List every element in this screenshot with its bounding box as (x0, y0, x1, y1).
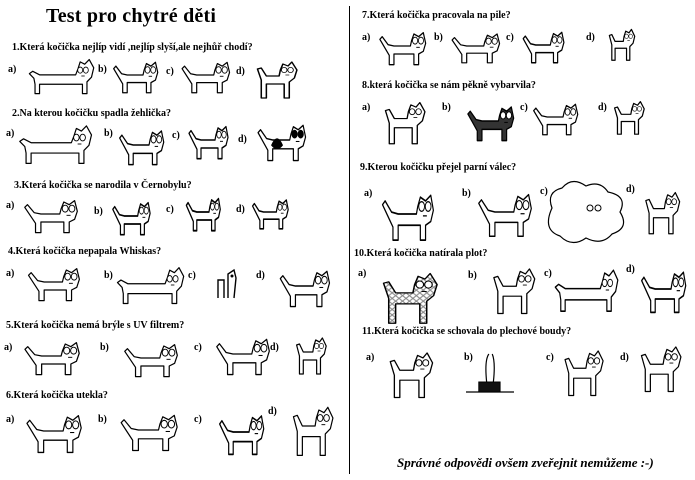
question-7-option-c-label: c) (506, 32, 514, 43)
question-11-option-c-cat-drawing (554, 346, 608, 398)
question-7-option-d-cat-drawing (602, 26, 638, 62)
question-6-option-c-cat-drawing (214, 408, 266, 456)
question-1-option-c-cat-drawing (176, 56, 232, 94)
question-4-option-a-label: a) (6, 268, 15, 279)
question-5-option-a-cat-drawing (18, 336, 82, 376)
question-1-option-d-cat-drawing (246, 58, 302, 100)
question-1-text: 1.Která kočička nejlíp vidí ,nejlíp slyší,ale nejhůř chodí? (12, 42, 253, 53)
question-2-option-b-label: b) (104, 128, 113, 139)
question-5-option-b-label: b) (100, 342, 109, 353)
question-2-text: 2.Na kterou kočičku spadla žehlička? (12, 108, 171, 119)
question-10-option-d-label: d) (626, 264, 635, 275)
question-3-option-d-cat-drawing (248, 194, 290, 230)
question-2-option-d-label: d) (238, 134, 247, 145)
question-1-option-b-cat-drawing (108, 56, 160, 94)
question-4-option-d-label: d) (256, 270, 265, 281)
question-2-option-c-label: c) (172, 130, 180, 141)
question-10-text: 10.Která kočička natírala plot? (354, 248, 488, 259)
question-7-option-b-cat-drawing (446, 28, 502, 64)
question-4-option-a-cat-drawing (22, 262, 82, 302)
question-6-option-c-label: c) (194, 414, 202, 425)
question-1-option-b-label: b) (98, 64, 107, 75)
question-6-option-d-cat-drawing (282, 402, 338, 458)
question-3-option-a-cat-drawing (18, 194, 80, 234)
question-6-option-d-label: d) (268, 406, 277, 417)
question-11-option-b-cat-drawing (462, 350, 518, 398)
question-10-option-c-cat-drawing (552, 266, 620, 314)
question-10-option-b-label: b) (468, 270, 477, 281)
question-8-option-d-label: d) (598, 102, 607, 113)
question-9-option-b-cat-drawing (472, 186, 534, 238)
question-2-option-c-cat-drawing (184, 120, 230, 160)
question-5-option-c-cat-drawing (210, 332, 272, 376)
question-6-option-a-cat-drawing (20, 408, 84, 454)
question-2-option-b-cat-drawing (114, 124, 166, 166)
question-5-option-a-label: a) (4, 342, 13, 353)
question-5-option-d-cat-drawing (288, 334, 330, 376)
question-6-option-b-cat-drawing (114, 408, 180, 452)
question-7-option-b-label: b) (434, 32, 443, 43)
question-9-option-a-cat-drawing (376, 186, 436, 242)
question-1-option-c-label: c) (166, 66, 174, 77)
question-7-option-a-cat-drawing (374, 26, 428, 66)
question-3-option-c-cat-drawing (182, 192, 222, 232)
column-divider (349, 6, 350, 474)
question-6-option-a-label: a) (6, 414, 15, 425)
question-3-text: 3.Která kočička se narodila v Černobylu? (14, 180, 192, 191)
question-6-text: 6.Která kočička utekla? (6, 390, 108, 401)
question-11-text: 11.Která kočička se schovala do plechové boudy? (362, 326, 572, 337)
question-5-text: 5.Která kočička nemá brýle s UV filtrem? (6, 320, 185, 331)
question-1-option-d-label: d) (236, 66, 245, 77)
question-3-option-b-cat-drawing (108, 196, 152, 236)
footer-note: Správné odpovědi ovšem zveřejnit nemůžeme :-) (397, 455, 654, 470)
question-11-option-d-label: d) (620, 352, 629, 363)
question-4-text: 4.Která kočička nepapala Whiskas? (8, 246, 162, 257)
question-3-option-b-label: b) (94, 206, 103, 217)
question-9-text: 9.Kterou kočičku přejel parní válec? (360, 162, 517, 173)
question-5-option-d-label: d) (270, 342, 279, 353)
question-2-option-a-cat-drawing (16, 122, 94, 166)
question-11-option-a-cat-drawing (378, 348, 438, 400)
question-8-option-c-cat-drawing (528, 98, 580, 136)
question-9-option-b-label: b) (462, 188, 471, 199)
question-11-option-d-cat-drawing (630, 342, 686, 394)
question-8-option-c-label: c) (520, 102, 528, 113)
question-10-option-a-label: a) (358, 268, 367, 279)
question-1-option-a-cat-drawing (26, 56, 96, 96)
question-4-option-b-cat-drawing (114, 264, 186, 306)
question-8-text: 8.která kočička se nám pěkně vybarvila? (362, 80, 536, 91)
question-9-option-c-cat-drawing (542, 178, 628, 244)
question-8-option-a-cat-drawing (374, 98, 430, 146)
question-10-option-a-cat-drawing (368, 268, 444, 326)
question-8-option-d-cat-drawing (606, 98, 648, 136)
question-1-option-a-label: a) (8, 64, 17, 75)
question-11-option-b-label: b) (464, 352, 473, 363)
question-11-option-a-label: a) (366, 352, 375, 363)
question-10-option-b-cat-drawing (482, 264, 540, 316)
question-3-option-d-label: d) (236, 204, 245, 215)
question-9-option-d-cat-drawing (636, 188, 684, 236)
question-4-option-c-cat-drawing (212, 264, 248, 302)
question-7-option-a-label: a) (362, 32, 371, 43)
page-title: Test pro chytré děti (46, 5, 217, 27)
question-5-option-b-cat-drawing (118, 338, 180, 378)
question-10-option-d-cat-drawing (636, 264, 688, 314)
question-10-option-c-label: c) (544, 268, 552, 279)
question-7-option-c-cat-drawing (518, 26, 566, 64)
question-9-option-c-label: c) (540, 186, 548, 197)
question-7-text: 7.Která kočička pracovala na pile? (362, 10, 511, 21)
question-5-option-c-label: c) (194, 342, 202, 353)
question-4-option-b-label: b) (104, 270, 113, 281)
question-8-option-a-label: a) (362, 102, 371, 113)
question-9-option-a-label: a) (364, 188, 373, 199)
question-2-option-d-cat-drawing (252, 118, 308, 162)
question-4-option-c-label: c) (188, 270, 196, 281)
question-3-option-a-label: a) (6, 200, 15, 211)
question-7-option-d-label: d) (586, 32, 595, 43)
question-6-option-b-label: b) (98, 414, 107, 425)
question-3-option-c-label: c) (166, 204, 174, 215)
question-4-option-d-cat-drawing (274, 264, 332, 308)
question-8-option-b-label: b) (442, 102, 451, 113)
question-8-option-b-cat-drawing (462, 100, 516, 142)
question-11-option-c-label: c) (546, 352, 554, 363)
question-2-option-a-label: a) (6, 128, 15, 139)
question-9-option-d-label: d) (626, 184, 635, 195)
